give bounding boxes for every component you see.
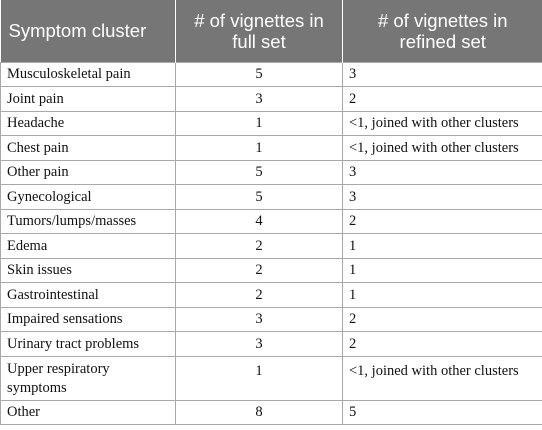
cell-cluster: Chest pain xyxy=(1,136,176,161)
cell-cluster: Urinary tract problems xyxy=(1,332,176,357)
cell-full-count: 3 xyxy=(176,307,343,332)
cell-full-count: 2 xyxy=(176,258,343,283)
cell-cluster: Upper respiratory symptoms xyxy=(1,356,176,400)
cell-refined-count: 2 xyxy=(343,209,542,234)
cell-cluster: Gastrointestinal xyxy=(1,283,176,308)
cell-full-count: 3 xyxy=(176,87,343,112)
cell-refined-count: <1, joined with other clusters xyxy=(343,356,542,400)
table-row xyxy=(1,136,542,161)
cell-full-count: 1 xyxy=(176,111,343,136)
cell-full-count: 2 xyxy=(176,283,343,308)
cell-refined-count: 3 xyxy=(343,62,542,87)
table-row xyxy=(1,111,542,136)
table-header-row xyxy=(1,0,542,62)
table-row xyxy=(1,356,542,400)
cell-refined-count: 3 xyxy=(343,160,542,185)
cell-cluster: Edema xyxy=(1,234,176,259)
table-row xyxy=(1,258,542,283)
cell-refined-count: 1 xyxy=(343,234,542,259)
cell-cluster: Tumors/lumps/masses xyxy=(1,209,176,234)
header-refined-set: # of vignettes in refined set xyxy=(343,0,542,62)
cell-cluster: Other xyxy=(1,400,176,425)
table-row xyxy=(1,185,542,210)
table-row xyxy=(1,400,542,425)
cell-refined-count: 3 xyxy=(343,185,542,210)
table-row xyxy=(1,62,542,87)
cell-refined-count: <1, joined with other clusters xyxy=(343,111,542,136)
cell-full-count: 3 xyxy=(176,332,343,357)
cell-full-count: 4 xyxy=(176,209,343,234)
table-row xyxy=(1,234,542,259)
cell-cluster: Skin issues xyxy=(1,258,176,283)
cell-refined-count: 5 xyxy=(343,400,542,425)
table-row xyxy=(1,332,542,357)
table-row xyxy=(1,160,542,185)
cell-cluster: Musculoskeletal pain xyxy=(1,62,176,87)
cell-refined-count: 1 xyxy=(343,258,542,283)
cell-full-count: 5 xyxy=(176,160,343,185)
cell-cluster: Joint pain xyxy=(1,87,176,112)
cell-full-count: 1 xyxy=(176,136,343,161)
cell-refined-count: 2 xyxy=(343,307,542,332)
table-row xyxy=(1,307,542,332)
cell-refined-count: 2 xyxy=(343,332,542,357)
cell-cluster: Other pain xyxy=(1,160,176,185)
cell-full-count: 5 xyxy=(176,62,343,87)
cell-refined-count: 2 xyxy=(343,87,542,112)
cell-cluster: Headache xyxy=(1,111,176,136)
cell-refined-count: <1, joined with other clusters xyxy=(343,136,542,161)
cell-full-count: 8 xyxy=(176,400,343,425)
table-row xyxy=(1,87,542,112)
cell-full-count: 2 xyxy=(176,234,343,259)
table-row xyxy=(1,209,542,234)
header-symptom-cluster: Symptom cluster xyxy=(1,0,176,62)
cell-refined-count: 1 xyxy=(343,283,542,308)
cell-full-count: 5 xyxy=(176,185,343,210)
cell-cluster: Gynecological xyxy=(1,185,176,210)
header-full-set: # of vignettes in full set xyxy=(176,0,343,62)
cell-full-count: 1 xyxy=(176,356,343,400)
table-row xyxy=(1,283,542,308)
cell-cluster: Impaired sensations xyxy=(1,307,176,332)
